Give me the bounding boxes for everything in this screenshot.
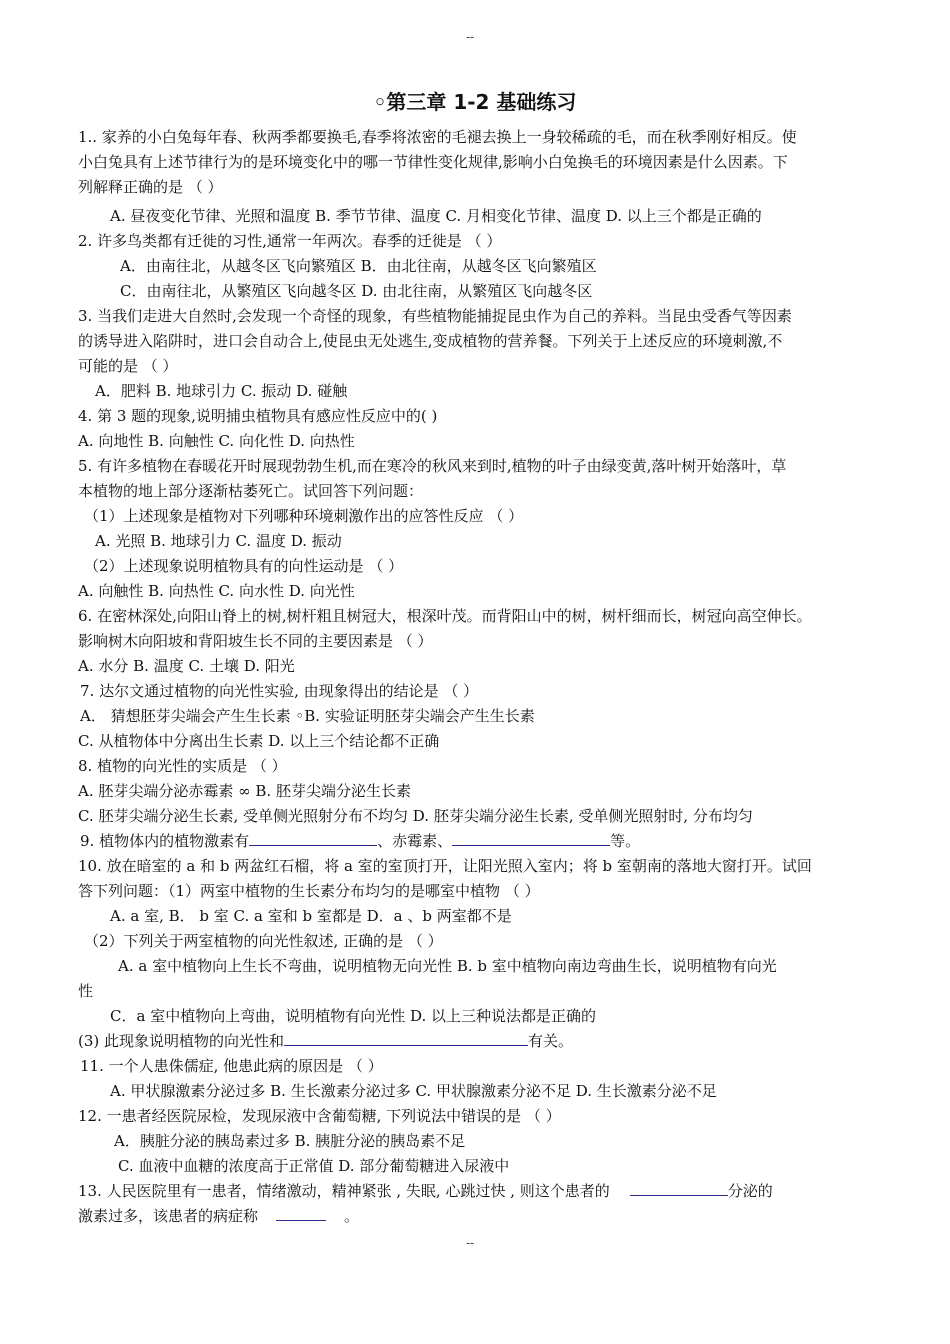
text-line: C. 血液中血糖的浓度高于正常值 D. 部分葡萄糖进入尿液中	[118, 1157, 510, 1175]
text-line: C. 胚芽尖端分泌生长素, 受单侧光照射分布不均匀 D. 胚芽尖端分泌生长素, 受单侧光照射时, 分布均匀	[78, 807, 753, 825]
text-line: 10. 放在暗室的 a 和 b 两盆红石榴，将 a 室的室顶打开，让阳光照入室内；将 b 室朝南的落地大窗打开。试回	[78, 857, 812, 875]
text-line: 影响树木向阳坡和背阳坡生长不同的主要因素是 （ ）	[78, 632, 433, 650]
text-line: A. 甲状腺激素分泌过多 B. 生长激素分泌过多 C. 甲状腺激素分泌不足 D. 生长激素分泌不足	[110, 1082, 717, 1100]
text-line: A. 水分 B. 温度 C. 土壤 D. 阳光	[78, 657, 295, 675]
question-13-cont: 激素过多，该患者的病症称	[78, 1207, 259, 1225]
answer-blank	[630, 1181, 728, 1196]
text-line: A. 向地性 B. 向触性 C. 向化性 D. 向热性	[78, 432, 355, 450]
question-9-end: 等。	[610, 832, 641, 850]
text-line: 1.. 家养的小白兔每年春、秋两季都要换毛,春季将浓密的毛褪去换上一身较稀疏的毛，而在秋季刚好相反。使	[78, 128, 797, 146]
answer-blank	[284, 1031, 528, 1046]
text-line: A. a 室, B． b 室 C. a 室和 b 室都是 D．a 、b 两室都不是	[110, 907, 512, 925]
text-line: 列解释正确的是 （ ）	[78, 178, 223, 196]
question-10-3-text: (3) 此现象说明植物的向光性和	[78, 1032, 285, 1050]
question-9-mid: 、赤霉素、	[377, 832, 453, 850]
text-line: A. 昼夜变化节律、光照和温度 B. 季节节律、温度 C. 月相变化节律、温度 D. 以上三个都是正确的	[110, 207, 762, 225]
text-line: 答下列问题：（1）两室中植物的生长素分布均匀的是哪室中植物 （ ）	[78, 882, 540, 900]
text-line: 11. 一个人患侏儒症, 他患此病的原因是 （ ）	[80, 1057, 383, 1075]
question-13-text: 13. 人民医院里有一患者，情绪激动，精神紧张 , 失眠, 心跳过快 , 则这个患者的	[78, 1182, 610, 1200]
text-line: （1）上述现象是植物对下列哪种环境刺激作出的应答性反应 （ ）	[84, 507, 524, 525]
text-line: 3. 当我们走进大自然时,会发现一个奇怪的现象，有些植物能捕捉昆虫作为自己的养料。当昆虫受香气等因素	[78, 307, 792, 325]
page-title: ◦第三章 1-2 基础练习	[373, 90, 577, 114]
text-line: 小白兔具有上述节律行为的是环境变化中的哪一节律性变化规律,影响小白兔换毛的环境因素是什么因素。下	[78, 153, 788, 171]
answer-blank	[276, 1206, 326, 1221]
text-line: A. 光照 B. 地球引力 C. 温度 D. 振动	[95, 532, 342, 550]
text-line	[78, 1181, 773, 1201]
text-line	[80, 831, 640, 851]
text-line: （2）下列关于两室植物的向光性叙述, 正确的是 （ ）	[84, 932, 443, 950]
text-line: A．胰脏分泌的胰岛素过多 B. 胰脏分泌的胰岛素不足	[114, 1132, 466, 1150]
text-line	[78, 1206, 359, 1226]
answer-blank	[249, 831, 377, 846]
text-line: 8. 植物的向光性的实质是 （ ）	[78, 757, 287, 775]
text-line: A． 猜想胚芽尖端会产生生长素 ◦B. 实验证明胚芽尖端会产生生长素	[80, 707, 535, 725]
text-line: 6. 在密林深处,向阳山脊上的树,树杆粗且树冠大，根深叶茂。而背阳山中的树，树杆细而长，树冠向高空伸长。	[78, 607, 812, 625]
text-line: 5. 有许多植物在春暖花开时展现勃勃生机,而在寒冷的秋风来到时,植物的叶子由绿变黄,落叶树开始落叶，草	[78, 457, 787, 475]
text-line: A．由南往北，从越冬区飞向繁殖区 B．由北往南，从越冬区飞向繁殖区	[120, 257, 597, 275]
text-line: A. a 室中植物向上生长不弯曲，说明植物无向光性 B. b 室中植物向南边弯曲生长，说明植物有向光	[118, 957, 777, 975]
question-13-end: 分泌的	[727, 1182, 773, 1200]
answer-blank	[452, 831, 610, 846]
text-line: C．a 室中植物向上弯曲，说明植物有向光性 D. 以上三种说法都是正确的	[110, 1007, 596, 1025]
text-line: 性	[78, 982, 94, 1000]
text-line: C．由南往北，从繁殖区飞向越冬区 D. 由北往南，从繁殖区飞向越冬区	[120, 282, 593, 300]
text-line: 12. 一患者经医院尿检，发现尿液中含葡萄糖, 下列说法中错误的是 （ ）	[78, 1107, 561, 1125]
text-line: A. 向触性 B. 向热性 C. 向水性 D. 向光性	[78, 582, 355, 600]
text-line	[78, 1031, 573, 1051]
text-line: 4. 第 3 题的现象,说明捕虫植物具有感应性反应中的( )	[78, 407, 438, 425]
footer-mark: --	[466, 1236, 475, 1250]
header-mark: --	[466, 30, 475, 44]
text-line: A．肥料 B. 地球引力 C. 振动 D. 碰触	[95, 382, 348, 400]
text-line: 的诱导进入陷阱时，进口会自动合上,使昆虫无处逃生,变成植物的营养餐。下列关于上述反应的环境刺激,不	[78, 332, 783, 350]
text-line: 2. 许多鸟类都有迁徙的习性,通常一年两次。春季的迁徙是 （ ）	[78, 232, 502, 250]
text-line: （2）上述现象说明植物具有的向性运动是 （ ）	[84, 557, 404, 575]
question-9-text: 9. 植物体内的植物激素有	[80, 832, 250, 850]
question-10-3-end: 有关。	[528, 1032, 574, 1050]
text-line: A. 胚芽尖端分泌赤霉素 ∞ B. 胚芽尖端分泌生长素	[78, 782, 411, 800]
text-line: 可能的是 （ ）	[78, 357, 178, 375]
text-line: 本植物的地上部分逐渐枯萎死亡。试回答下列问题：	[78, 482, 424, 500]
question-13-tail: 。	[344, 1207, 360, 1225]
text-line: C. 从植物体中分离出生长素 D. 以上三个结论都不正确	[78, 732, 440, 750]
text-line: 7. 达尔文通过植物的向光性实验, 由现象得出的结论是 （ ）	[80, 682, 479, 700]
